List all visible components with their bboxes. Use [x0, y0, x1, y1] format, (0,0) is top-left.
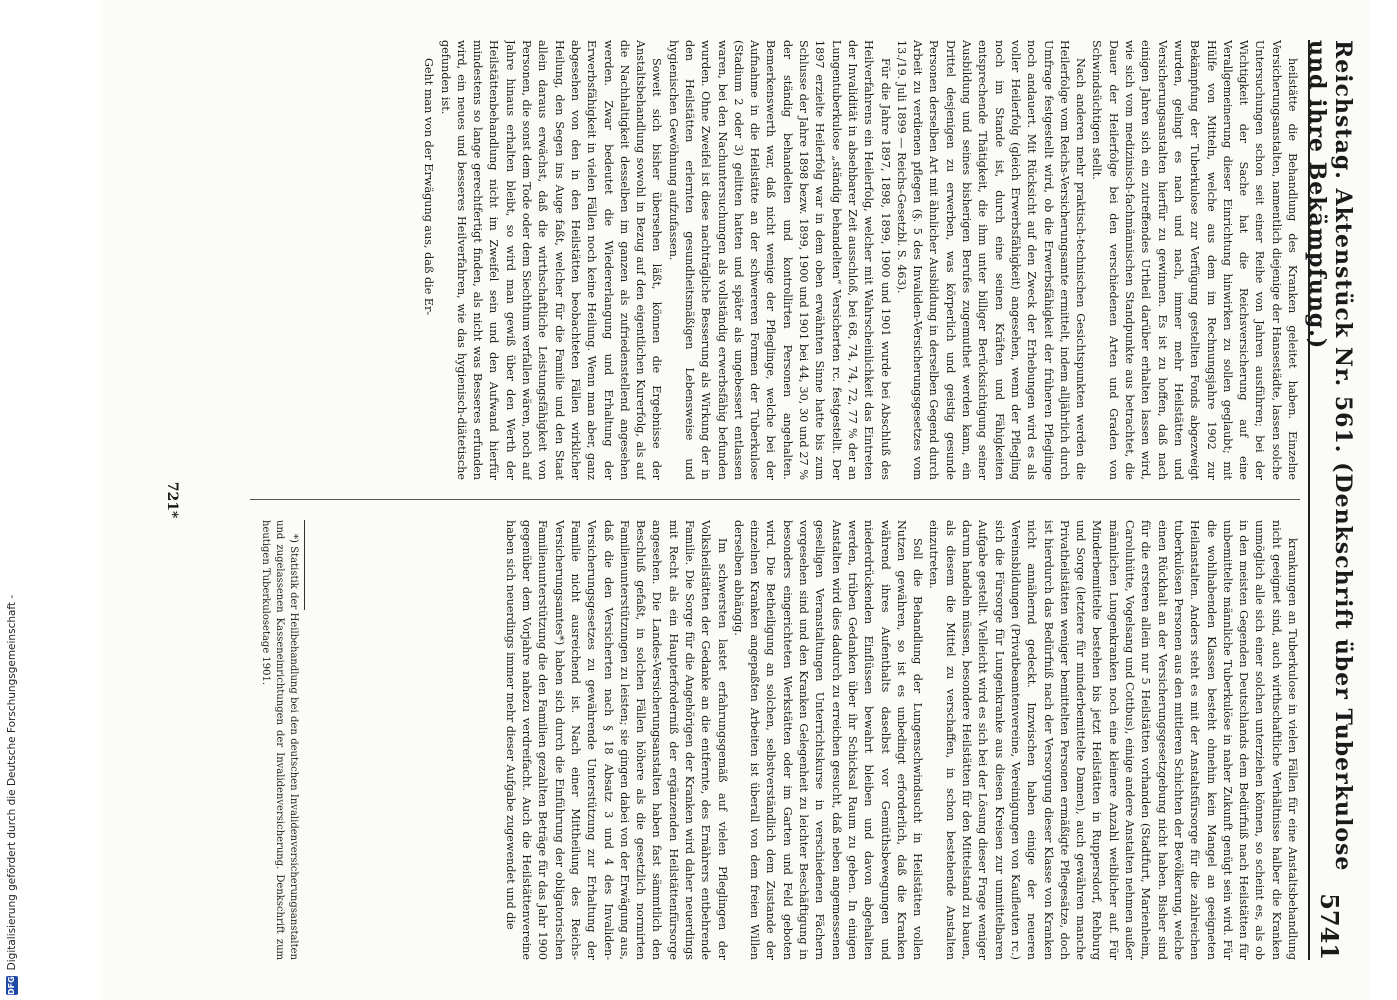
folio-number: 721*: [164, 481, 180, 519]
paragraph: Soll die Behandlung der Lungenschwindsucht in Heilstätten vollen Nutzen gewähren, so ist es unbedingt erforderlich, daß die Kranken während ihres Aufenthalts daselbst vor Gemüthsbewegungen und niederdrückenden Einflüssen bewahrt bleiben und davon abgehalten werden, trüben Gedanken über ihr Schicksal Raum zu geben. In einigen Anstalten wird dies dadurch zu erreichen gesucht, daß neben angemessenen geselligen Veranstaltungen Unterrichtskurse in verschiedenen Fächern vorgesehen sind und den Kranken Gelegenheit zu leichter Beschäftigung in besonders eingerichteten Werkstätten oder im Garten und Feld geboten wird. Die Betheiligung an solchen, selbstverständlich dem Zustande der einzelnen Kranken angepaßten Arbeiten ist überall von dem freien Willen derselben abhängig.: [731, 520, 925, 960]
right-column: [310, 520, 1300, 960]
paragraph: Soweit sich bisher übersehen läßt, können die Ergebnisse der Anstaltsbehandlung sowohl in Bezug auf den eigentlichen Kurerfolg, als auf die Nachhaltigkeit desselben im ganzen als zufriedenstellend angesehen werden. Zwar bedeutet die Wiedererlangung und Erhaltung der Erwerbsfähigkeit in vielen Fällen noch keine Heilung. Wenn man aber, ganz abgesehen von den in den Heilstätten beobachteten Fällen wirklicher Heilung, den Segen ins Auge faßt, welcher für die Familie und den Staat allein daraus erwächst, daß die wirthschaftliche Leistungsfähigkeit von Personen, die sonst dem Tode oder dem Siechthum verfallen wären, noch auf Jahre hinaus erhalten bleibt, so wird man gewiß über den Werth der Heilstättenbehandlung nicht im Zweifel sein und den Aufwand hierfür mindestens so lange gerechtfertigt finden, als nicht was Besseres erfunden wird, ein neues und besseres Heilverfahren, wie das hygienisch-diätetische gefunden ist.: [438, 40, 664, 480]
page-header-title: Reichstag. Aktenstück Nr. 561. (Denkschrift über Tuberkulose und ihre Bekämpfung.): [1304, 40, 1356, 872]
paragraph: Geht man von der Erwägung aus, daß die Er-: [422, 58, 436, 316]
footnote-divider: [304, 520, 305, 610]
scanned-page: [100, 0, 1370, 1000]
footnote-text: *) Statistik der Heilbehandlung bei den deutschen Invalidenversicherungsanstalten und zugelassenen Kasseneinrichtungen der Invalidenversicherung. Denkschrift zum heutigen Tuberkulosetage 1901.: [260, 520, 299, 960]
digitization-credit: [6, 595, 18, 995]
column-divider: [250, 499, 1300, 500]
dfg-logo-icon: DFG: [7, 976, 16, 995]
credit-strip: [0, 0, 30, 1000]
page-header: [1304, 40, 1356, 960]
paragraph: krankungen an Tuberkulose in vielen Fällen für eine Anstaltsbehandlung nicht geeignet sind, auch wirthschaftliche Verhältnisse halber die Kranken unmöglich alle sich einer solchen unterziehen können, so scheint es, als ob in den meisten Gegenden Deutschlands dem Bedürfniß nach Heilstätten für unbemittelte männliche Tuberkulöse in naher Zukunft genügt sein wird. Für die wohlhabenden Klassen besteht ohnehin kein Mangel an geeigneten Heilanstalten. Anders steht es mit der Anstaltsfürsorge für die zahlreichen tuberkulösen Personen aus den mittleren Schichten der Bevölkerung, welche einen Rückhalt an der Versicherungsgesetzgebung nicht haben. Bisher sind für die ersteren allein nur 5 Heilstätten vorhanden (Stadtfurt, Marienheim, Caroluhütte, Vogelsang und Cottbus), einige andere Anstalten nehmen außer männlichen Lungenkranken noch eine kleinere Anzahl weiblicher auf. Für Minderbemittelte bestehen bis jetzt Heilstätten in Ruppersdorf, Rehburg und Sorge (letztere für minderbemittelte Damen), auch gewähren manche Privatheilstätten weniger bemittelten Personen ermäßigte Pflegesätze, doch ist hierdurch das Bedürfniß nach der Versorgung dieser Klasse von Kranken nicht annähernd gedeckt. Inzwischen haben einige der neueren Vereinsbildungen (Privatbeamtenvereine, Vereinigungen von Kaufleuten rc.) sich die Fürsorge für Lungenkranke aus diesen Kreisen zur unmittelbaren Aufgabe gestellt. Vielleicht wird es sich bei der Lösung dieser Frage weniger darum handeln müssen, besondere Heilstätten für den Mittelstand zu bauen, als diesem die Mittel zu verschaffen, in schon bestehende Anstalten einzutreten.: [927, 520, 1299, 960]
paragraph: heilstätte die Behandlung des Kranken geleitet haben. Einzelne Versicherungsanstalten, namentlich diejenige der Hansestädte, lassen solche Untersuchungen schon seit einer Reihe von Jahren ausführen; bei der Wichtigkeit der Sache hat die Reichsversicherung auf eine Verallgemeinerung dieser Einrichtung hinwirken zu sollen geglaubt; mit Hülfe von Mitteln, welche aus dem im Rechnungsjahre 1902 zur Bekämpfung der Tuberkulose zur Verfügung gestellten Fonds abgezweigt wurden, gelingt es nach und nach, immer mehr Heilstätten und Versicherungsanstalten hierfür zu gewinnen. Es ist zu hoffen, daß nach einigen Jahren sich ein zutreffendes Urtheil darüber erhalten lassen wird, wie sich vom medizinisch-fachmännischen Standpunkte aus betrachtet, die Dauer der Heilerfolge bei den verschiedenen Arten und Graden von Schwindsüchtigen stellt.: [1090, 40, 1299, 480]
paragraph: Nach anderen mehr praktisch-technischen Gesichtspunkten werden die Heilerfolge vom Reichs-Versicherungsamte ermittelt, indem alljährlich durch Umfrage festgestellt wird, ob die Erwerbsfähigkeit der früheren Pfleglinge noch andauert. Mit Rücksicht auf den Zweck der Erhebungen wird es als voller Heilerfolg (gleich Erwerbsfähigkeit) angesehen, wenn der Pflegling noch im Stande ist, durch eine seinen Kräften und Fähigkeiten entsprechende Thätigkeit, die ihm unter billiger Berücksichtigung seiner Ausbildung und seines bisherigen Berufes zugemuthet werden kann, ein Drittel desjenigen zu erwerben, was körperlich und geistig gesunde Personen derselben Art mit ähnlicher Ausbildung in derselben Gegend durch Arbeit zu verdienen pflegen (§. 5 des Invaliden-Versicherungsgesetzes vom 13./19. Juli 1899 — Reichs-Gesetzbl. S. 463).: [894, 40, 1088, 480]
credit-text: Digitalisierung gefördert durch die Deutsche Forschungsgemeinschaft -: [6, 594, 18, 971]
footnote: [258, 520, 300, 960]
paragraph: Für die Jahre 1897, 1898, 1899, 1900 und 1901 wurde bei Abschluß des Heilverfahrens ein Heilerfolg, welcher mit Wahrscheinlichkeit das Eintreten der Invalidität in absehbarer Zeit ausschloß, bei 68, 74, 74, 72, 77 % der an Lungentuberkulose „ständig behandelten“ Versicherten rc. festgestellt. Der 1897 erzielte Heilerfolg war in dem oben erwähnten Sinne hatte bis zum Schlusse der Jahre 1898 bezw. 1899, 1900 und 1901 bei 44, 30, 30 und 27 % der ständig behandelten und kontrollirten Personen angehalten. Bemerkenswerth war, daß nicht wenige der Pfleglinge, welche bei der Aufnahme in die Heilstätte an der schwereren Formen der Tuberkulose (Stadium 2 oder 3) gelitten hatten und später als ungebessert entlassen waren, bei den Nachuntersuchungen als vollständig erwerbsfähig befunden wurden. Ohne Zweifel ist diese nachträgliche Besserung als Wirkung der in den Heilstätten erlernten gesundheitsmäßigen Lebensweise und hygienischen Gewöhnung aufzufassen.: [666, 40, 892, 480]
left-column: [220, 40, 1300, 480]
page-number: 5741: [1315, 893, 1345, 960]
paragraph: Im schwersten lastet erfahrungsgemäß auf vielen Pfleglingen der Volksheilstätten der Gedanke an die entfernte, des Ernährers entbehrende Familie. Die Sorge für die Angehörigen der Kranken wird daher neuerdings mit Recht als ein Haupterforderniß der ergänzenden Heilstättenfürsorge angesehen. Die Landes-Versicherungsanstalten haben fast sämmtlich den Beschluß gefaßt, in solchen Fällen höhere als die gesetzlich normirten Familienunterstützungen zu leisten; sie gingen dabei von der Erwägung aus, daß die den Versicherten nach § 18 Absatz 3 und 4 des Invaliden-Versicherungsgesetzes zu gewährende Unterstützung zur Erhaltung der Familie nicht ausreichend ist. Nach einer Mittheilung des Reichs-Versicherungsamtes*) haben sich durch die Einführung der obligatorischen Familienunterstützung die den Familien gezahlten Beträge für das Jahr 1900 gegenüber dem Vorjahre nahezu verdreifacht. Auch die Heilstättenvereine haben sich neuerdings immer mehr dieser Aufgabe zugewendet und die: [503, 520, 729, 960]
